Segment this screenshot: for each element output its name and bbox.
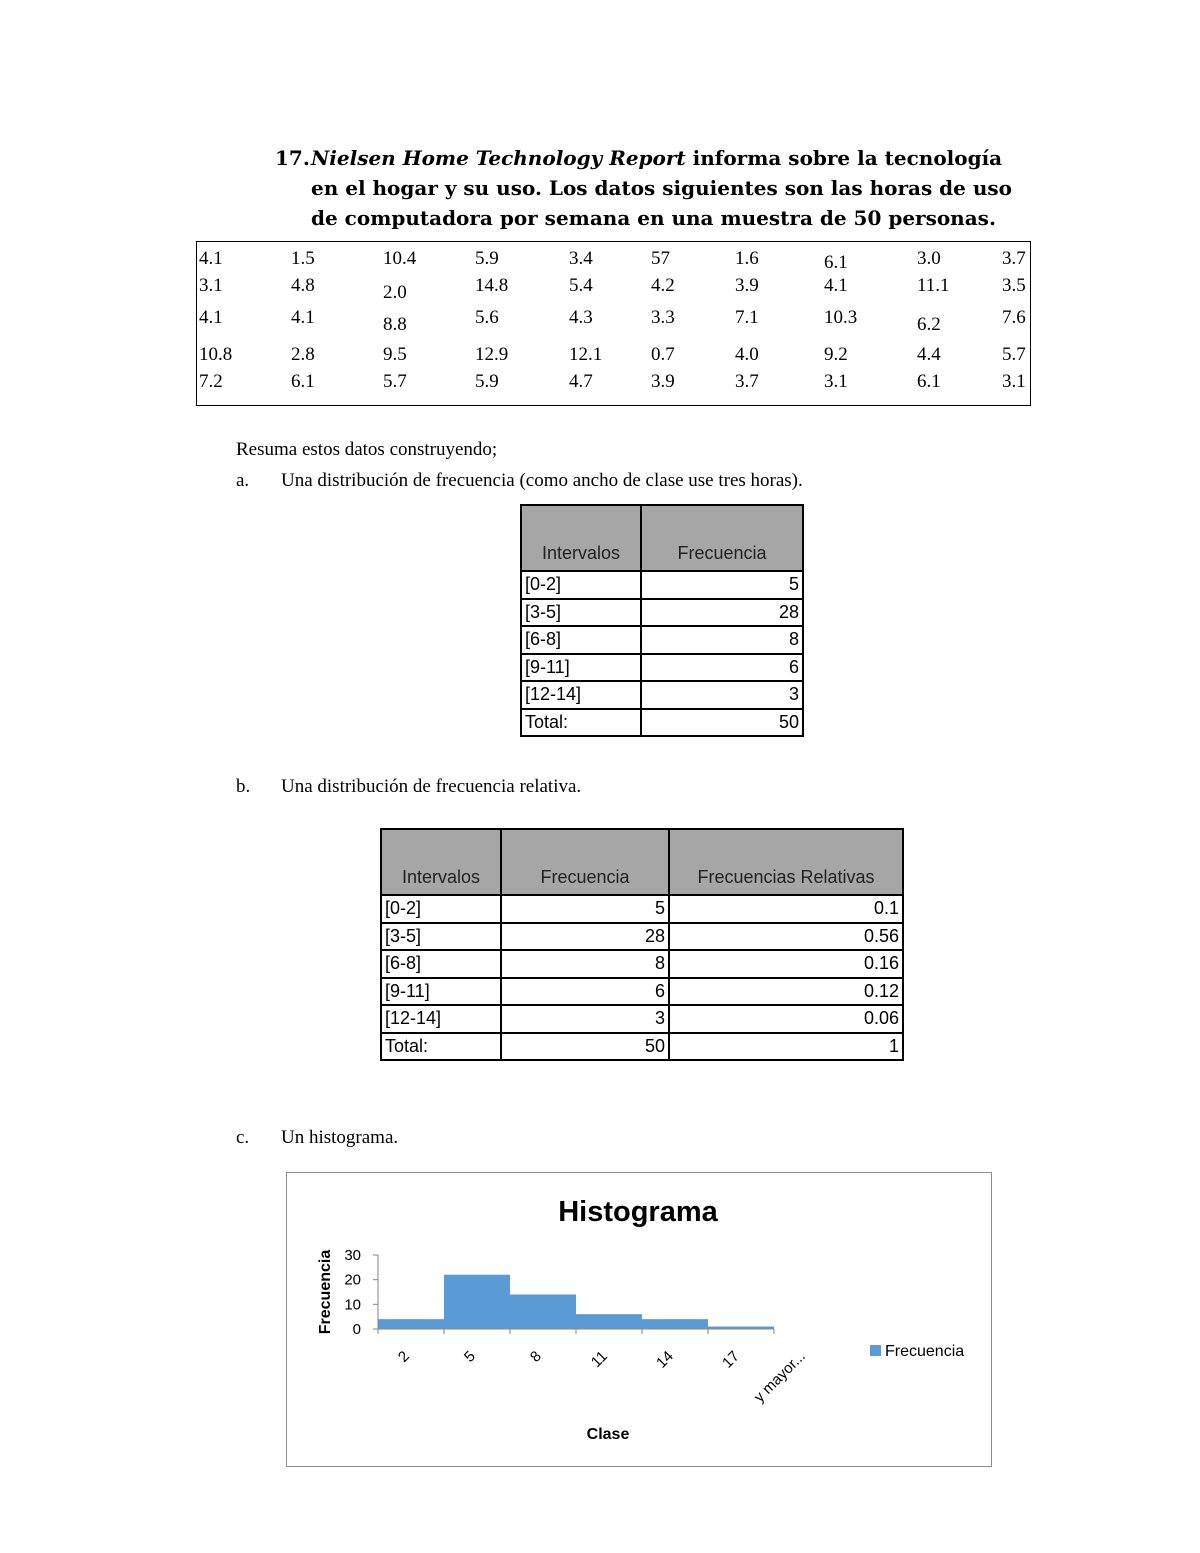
- data-cell: 6.1: [917, 371, 941, 392]
- data-cell: 4.1: [199, 307, 223, 328]
- data-cell: 10.8: [199, 344, 233, 365]
- x-tick-label: 11: [587, 1347, 611, 1371]
- data-cell: 3.1: [1002, 371, 1026, 392]
- problem-statement: [275, 143, 1035, 233]
- table-row: [381, 978, 903, 1006]
- item-c-letter: c.: [236, 1127, 250, 1148]
- report-title: Nielsen Home Technology Report: [311, 146, 686, 170]
- table-row: [521, 599, 803, 627]
- table-row: [381, 950, 903, 978]
- item-c-text: Un histograma.: [281, 1127, 399, 1148]
- chart-title: Histograma: [558, 1196, 718, 1228]
- data-cell: 3.1: [824, 371, 848, 392]
- value-cell: 0.16: [669, 950, 903, 978]
- interval-cell: [12-14]: [521, 681, 641, 709]
- data-cell: 3.9: [651, 371, 675, 392]
- interval-cell: [6-8]: [521, 626, 641, 654]
- table-row: [381, 1033, 903, 1061]
- data-cell: 7.1: [735, 307, 759, 328]
- data-cell: 4.2: [651, 275, 675, 296]
- item-b-text: Una distribución de frecuencia relativa.: [281, 776, 582, 797]
- raw-data-table: [196, 241, 1031, 406]
- table-row: [521, 654, 803, 682]
- value-cell: 8: [641, 626, 803, 654]
- data-cell: 3.4: [569, 248, 593, 269]
- value-cell: 0.06: [669, 1005, 903, 1033]
- column-header: Frecuencia: [641, 505, 803, 571]
- y-tick-label: 10: [344, 1296, 361, 1314]
- table-row: [381, 895, 903, 923]
- value-cell: 50: [501, 1033, 669, 1061]
- histogram-bar: [444, 1275, 510, 1329]
- item-a-letter: a.: [236, 470, 250, 491]
- legend-swatch: [870, 1345, 881, 1356]
- data-cell: 5.9: [475, 248, 499, 269]
- table-row: [521, 571, 803, 599]
- data-cell: 7.2: [199, 371, 223, 392]
- column-header: Intervalos: [521, 505, 641, 571]
- data-cell: 9.5: [383, 344, 407, 365]
- data-cell: 3.9: [735, 275, 759, 296]
- x-tick-label: 17: [719, 1347, 743, 1372]
- data-cell: 2.0: [383, 282, 407, 303]
- data-cell: 4.1: [291, 307, 315, 328]
- data-cell: 3.3: [651, 307, 675, 328]
- interval-cell: [9-11]: [521, 654, 641, 682]
- data-cell: 3.0: [917, 248, 941, 269]
- value-cell: 0.12: [669, 978, 903, 1006]
- data-cell: 3.5: [1002, 275, 1026, 296]
- data-cell: 11.1: [917, 275, 950, 296]
- data-cell: 2.8: [291, 344, 315, 365]
- value-cell: 6: [641, 654, 803, 682]
- data-cell: 1.6: [735, 248, 759, 269]
- x-tick-label: 8: [526, 1347, 545, 1366]
- data-cell: 57: [651, 248, 670, 269]
- data-cell: 0.7: [651, 344, 675, 365]
- table-row: [521, 626, 803, 654]
- interval-cell: [6-8]: [381, 950, 501, 978]
- value-cell: 0.1: [669, 895, 903, 923]
- column-header: Intervalos: [381, 829, 501, 895]
- column-header: Frecuencia: [501, 829, 669, 895]
- interval-cell: [3-5]: [521, 599, 641, 627]
- data-cell: 4.8: [291, 275, 315, 296]
- data-cell: 5.7: [1002, 344, 1026, 365]
- problem-text: [311, 143, 1035, 233]
- column-header: Frecuencias Relativas: [669, 829, 903, 895]
- data-cell: 8.8: [383, 314, 407, 335]
- data-cell: 3.7: [1002, 248, 1026, 269]
- value-cell: 8: [501, 950, 669, 978]
- y-tick-label: 30: [344, 1247, 361, 1264]
- value-cell: 0.56: [669, 923, 903, 951]
- data-cell: 7.6: [1002, 307, 1026, 328]
- data-cell: 5.4: [569, 275, 593, 296]
- x-tick-label: y mayor...: [750, 1347, 809, 1406]
- problem-number: 17.: [275, 146, 310, 170]
- value-cell: 28: [641, 599, 803, 627]
- interval-cell: [0-2]: [521, 571, 641, 599]
- interval-cell: Total:: [381, 1033, 501, 1061]
- value-cell: 6: [501, 978, 669, 1006]
- data-cell: 6.1: [291, 371, 315, 392]
- data-cell: 1.5: [291, 248, 315, 269]
- histogram-svg: [287, 1173, 990, 1465]
- x-tick-label: 2: [394, 1347, 413, 1366]
- histogram-bar: [510, 1294, 576, 1329]
- interval-cell: [3-5]: [381, 923, 501, 951]
- value-cell: 5: [501, 895, 669, 923]
- histogram-bar: [378, 1319, 444, 1329]
- interval-cell: Total:: [521, 709, 641, 737]
- data-cell: 9.2: [824, 344, 848, 365]
- data-cell: 6.2: [917, 314, 941, 335]
- interval-cell: [0-2]: [381, 895, 501, 923]
- data-cell: 4.3: [569, 307, 593, 328]
- table-row: [381, 923, 903, 951]
- data-cell: 10.3: [824, 307, 858, 328]
- data-cell: 10.4: [383, 248, 417, 269]
- data-cell: 5.9: [475, 371, 499, 392]
- value-cell: 50: [641, 709, 803, 737]
- x-tick-label: 5: [460, 1347, 479, 1366]
- instructions-text: Resuma estos datos construyendo;: [236, 439, 498, 460]
- value-cell: 5: [641, 571, 803, 599]
- data-cell: 4.1: [824, 275, 848, 296]
- y-tick-label: 20: [344, 1271, 361, 1289]
- data-cell: 6.1: [824, 252, 848, 273]
- item-a-text: Una distribución de frecuencia (como ancho de clase use tres horas).: [281, 470, 803, 491]
- histogram-bar: [642, 1319, 708, 1329]
- interval-cell: [12-14]: [381, 1005, 501, 1033]
- table-row: [381, 1005, 903, 1033]
- data-cell: 5.7: [383, 371, 407, 392]
- table-row: [521, 681, 803, 709]
- value-cell: 3: [641, 681, 803, 709]
- x-tick-label: 14: [653, 1347, 677, 1372]
- data-cell: 12.1: [569, 344, 603, 365]
- table-row: [521, 709, 803, 737]
- histogram-chart: [286, 1172, 992, 1467]
- value-cell: 3: [501, 1005, 669, 1033]
- histogram-bar: [576, 1314, 642, 1329]
- data-cell: 3.1: [199, 275, 223, 296]
- data-cell: 14.8: [475, 275, 509, 296]
- data-cell: 5.6: [475, 307, 499, 328]
- value-cell: 28: [501, 923, 669, 951]
- data-cell: 3.7: [735, 371, 759, 392]
- data-cell: 4.1: [199, 248, 223, 269]
- relative-frequency-table: [380, 828, 904, 1061]
- frequency-table: [520, 504, 804, 737]
- legend-label: Frecuencia: [885, 1343, 965, 1360]
- data-cell: 4.7: [569, 371, 593, 392]
- problem-body: informa sobre la tecnología en el hogar y su uso. Los datos siguientes son las horas de uso de computadora por semana en una muestra de 50 personas.: [311, 146, 1012, 230]
- value-cell: 1: [669, 1033, 903, 1061]
- y-axis-label: Frecuencia: [317, 1249, 334, 1335]
- data-cell: 4.0: [735, 344, 759, 365]
- y-tick-label: 0: [352, 1321, 361, 1338]
- data-cell: 12.9: [475, 344, 509, 365]
- data-cell: 4.4: [917, 344, 941, 365]
- interval-cell: [9-11]: [381, 978, 501, 1006]
- item-b-letter: b.: [236, 776, 251, 797]
- x-axis-label: Clase: [586, 1426, 630, 1443]
